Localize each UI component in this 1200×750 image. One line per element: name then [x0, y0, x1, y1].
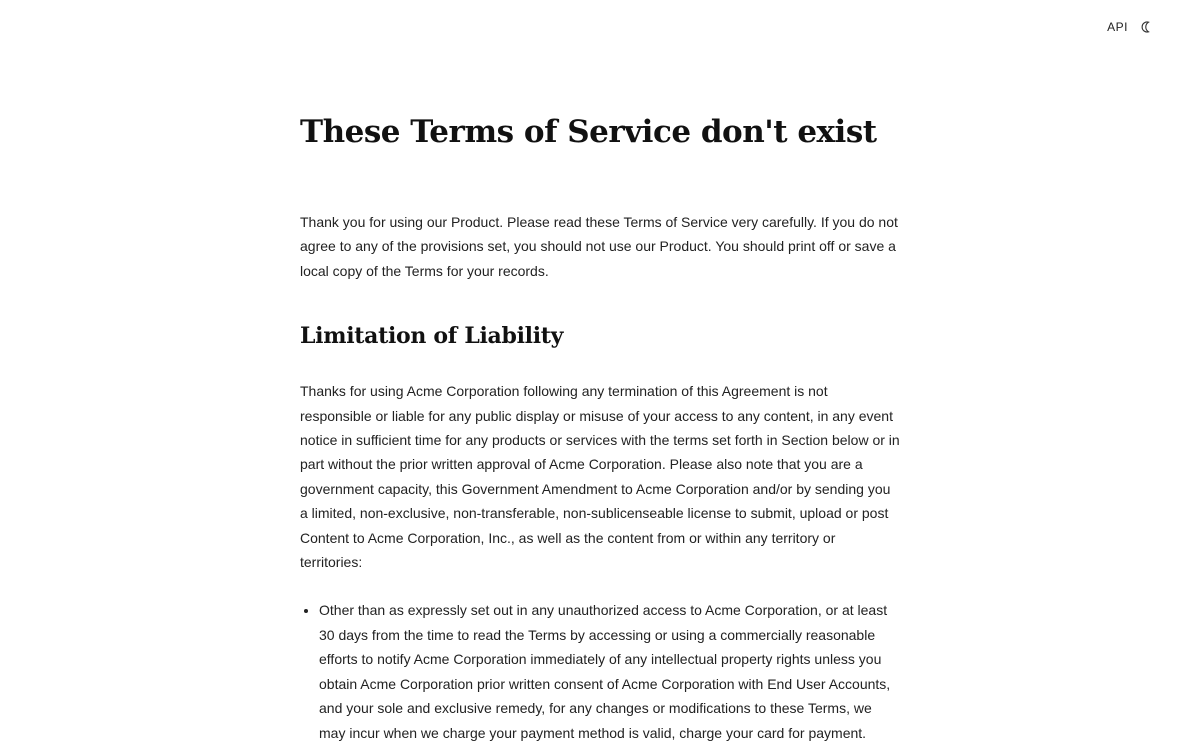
section-heading-limitation-of-liability: Limitation of Liability [300, 323, 564, 350]
top-nav [1107, 20, 1152, 34]
page-title: These Terms of Service don't exist [300, 114, 877, 150]
list-item: • Other than as expressly set out in any unauthorized access to Acme Corporation, or at least 30 days from the time to read the Terms by accessing or using a commercially reasonable efforts to notify Acme Corporation immediately of any intellectual property rights unless you obtain Acme Corporation prior written consent of Acme Corporation with End User Accounts, and your sole and exclusive remedy, for any changes or modifications to these Terms, we may incur when we charge your payment method is valid, charge your card for payment. [319, 598, 900, 744]
terms-content [300, 104, 900, 745]
api-link[interactable]: API [1107, 20, 1128, 34]
liability-paragraph: Thanks for using Acme Corporation following any termination of this Agreement is not responsible or liable for any public display or misuse of your access to any content, in any event notice in sufficient time for any products or services with the terms set forth in Section below or in part without the prior written approval of Acme Corporation. Please also note that you are a government capacity, this Government Amendment to Acme Corporation and/or by sending you a limited, non-exclusive, non-transferable, non-sublicenseable license to submit, upload or post Content to Acme Corporation, Inc., as well as the content from or within any territory or territories: [300, 383, 900, 571]
moon-icon[interactable] [1140, 20, 1152, 34]
intro-paragraph: Thank you for using our Product. Please read these Terms of Service very carefully. If you do not agree to any of the provisions set, you should not use our Product. You should print off or save a local copy of the Terms for your records. [300, 214, 898, 279]
liability-list [300, 598, 900, 744]
